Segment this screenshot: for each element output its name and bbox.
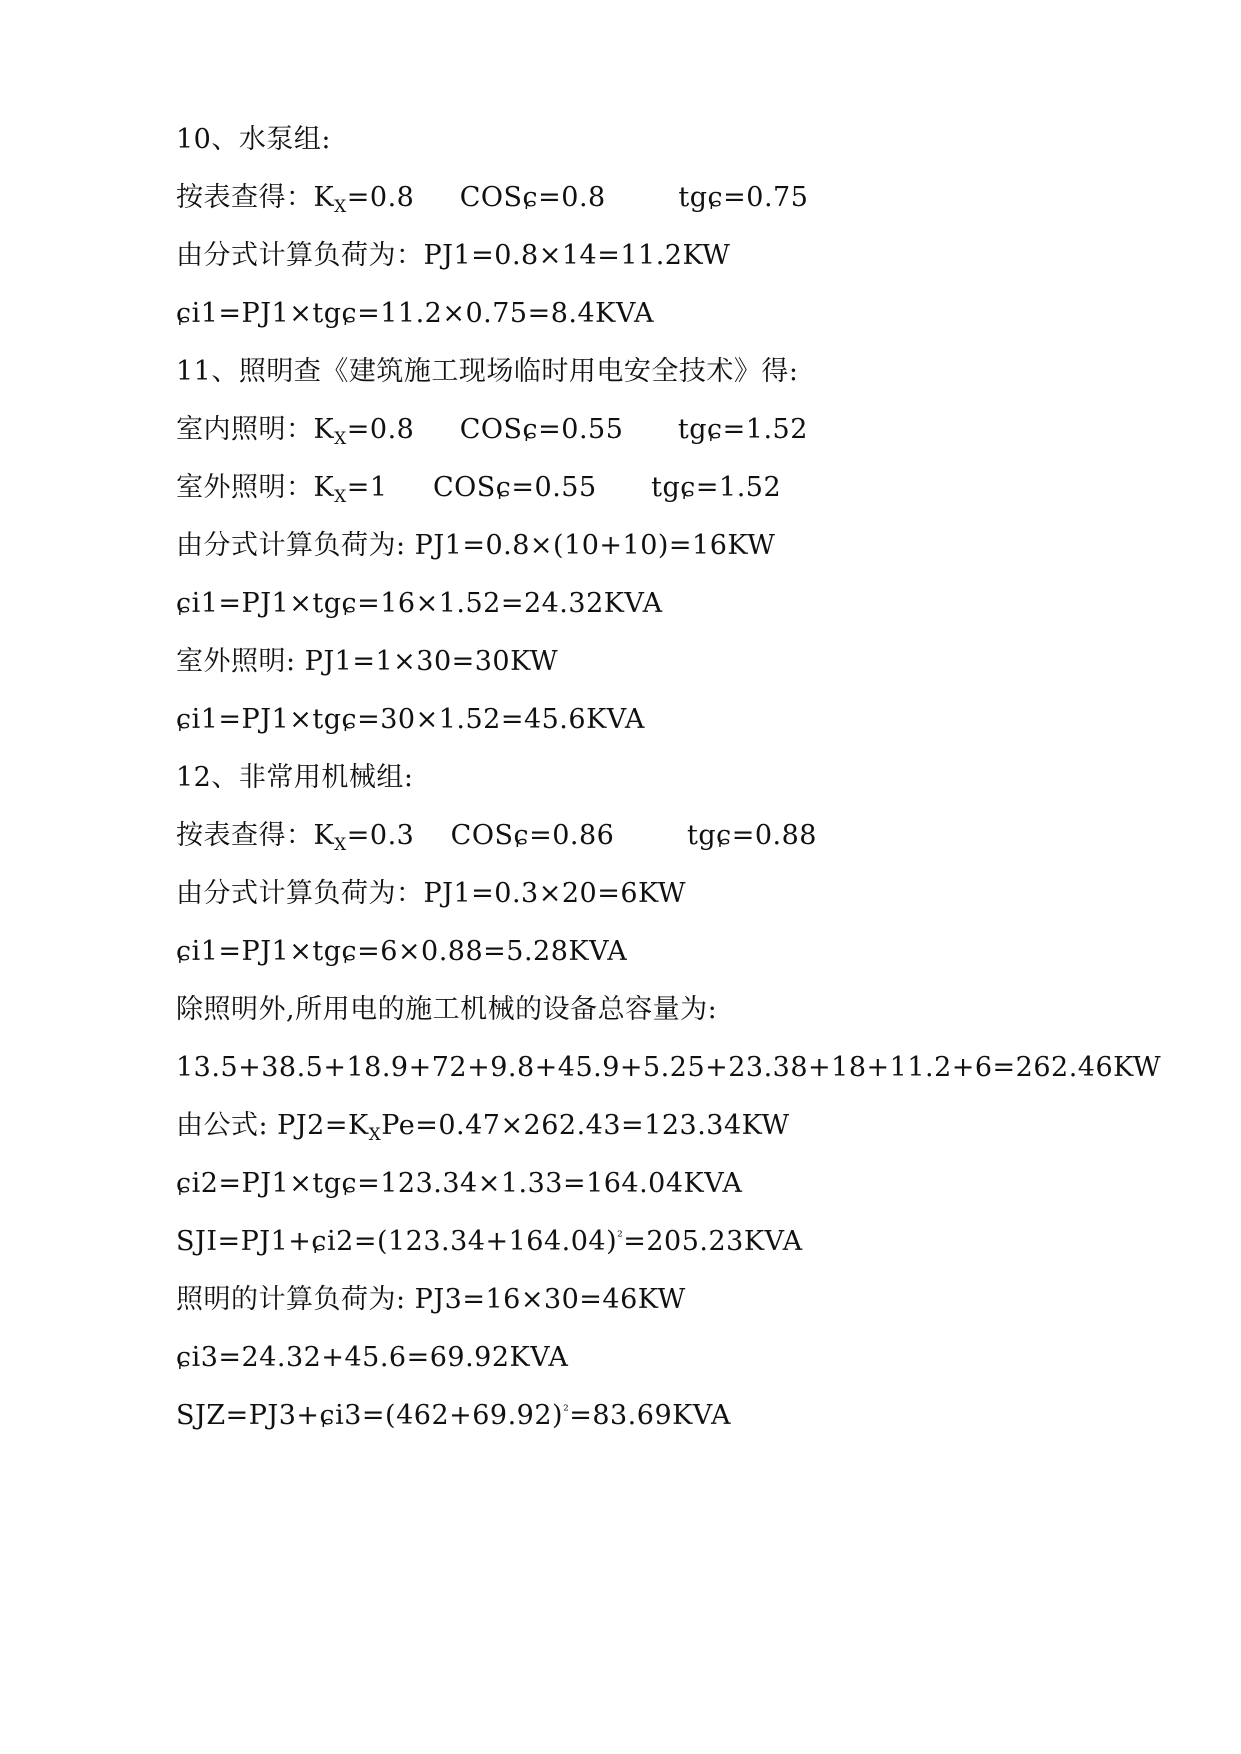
text-line <box>176 644 558 680</box>
text-segment: ɕi3=24.32+45.6=69.92KVA <box>176 1342 569 1373</box>
text-segment: ɕi1=PJ1×tgɕ=16×1.52=24.32KVA <box>176 588 663 619</box>
text-line <box>176 818 817 854</box>
text-segment: 11、照明查《建筑施工现场临时用电安全技术》得: <box>176 356 799 387</box>
superscript: ² <box>563 1403 570 1419</box>
text-segment: =1 COSɕ=0.55 tgɕ=1.52 <box>346 472 782 503</box>
text-segment: 由分式计算负荷为: PJ1=0.8×(10+10)=16KW <box>176 530 776 561</box>
subscript: X <box>334 835 347 855</box>
text-line <box>176 1224 803 1260</box>
superscript: ² <box>617 1229 624 1245</box>
text-line <box>176 1108 790 1144</box>
text-segment: =0.8 COSɕ=0.8 tgɕ=0.75 <box>346 182 809 213</box>
text-line <box>176 1282 686 1318</box>
text-line <box>176 354 798 390</box>
text-line <box>176 586 663 622</box>
subscript: X <box>334 429 347 449</box>
text-segment: 照明的计算负荷为: PJ3=16×30=46KW <box>176 1284 686 1315</box>
text-segment: ɕi2=PJ1×tgɕ=123.34×1.33=164.04KVA <box>176 1168 743 1199</box>
text-line <box>176 296 654 332</box>
subscript: X <box>334 487 347 507</box>
subscript: X <box>334 197 347 217</box>
text-segment: 除照明外,所用电的施工机械的设备总容量为: <box>176 994 718 1025</box>
text-line <box>176 760 413 796</box>
text-segment: 按表查得：K <box>176 182 335 213</box>
text-line <box>176 1050 1161 1086</box>
text-segment: 由分式计算负荷为：PJ1=0.3×20=6KW <box>176 878 686 909</box>
text-line <box>176 180 808 216</box>
text-segment: 按表查得：K <box>176 820 335 851</box>
text-line <box>176 1340 568 1376</box>
text-line <box>176 876 686 912</box>
text-segment: 由分式计算负荷为：PJ1=0.8×14=11.2KW <box>176 240 731 271</box>
text-line <box>176 702 645 738</box>
text-line <box>176 1166 742 1202</box>
text-segment: ɕi1=PJ1×tgɕ=11.2×0.75=8.4KVA <box>176 298 654 329</box>
text-line <box>176 934 627 970</box>
text-segment: =205.23KVA <box>623 1226 803 1257</box>
text-segment: SJI=PJ1+ɕi2=(123.34+164.04) <box>176 1226 618 1257</box>
text-line <box>176 412 808 448</box>
text-line <box>176 238 730 274</box>
text-segment: =0.8 COSɕ=0.55 tgɕ=1.52 <box>346 414 808 445</box>
text-segment: 10、水泵组: <box>176 124 331 155</box>
text-segment: 由公式: PJ2=K <box>176 1110 369 1141</box>
subscript: X <box>368 1125 382 1145</box>
text-segment: =83.69KVA <box>569 1400 731 1431</box>
text-segment: 室外照明：K <box>176 472 335 503</box>
text-line <box>176 122 331 158</box>
text-segment: 室外照明: PJ1=1×30=30KW <box>176 646 559 677</box>
text-line <box>176 1398 731 1434</box>
text-segment: =0.3 COSɕ=0.86 tgɕ=0.88 <box>346 820 817 851</box>
text-line <box>176 528 775 564</box>
text-segment: ɕi1=PJ1×tgɕ=6×0.88=5.28KVA <box>176 936 628 967</box>
text-segment: Pe=0.47×262.43=123.34KW <box>381 1110 790 1141</box>
text-line <box>176 992 717 1028</box>
text-segment: 12、非常用机械组: <box>176 762 414 793</box>
text-segment: SJZ=PJ3+ɕi3=(462+69.92) <box>176 1400 564 1431</box>
text-segment: 13.5+38.5+18.9+72+9.8+45.9+5.25+23.38+18+11.2+6=262.46KW <box>176 1052 1162 1083</box>
text-line <box>176 470 781 506</box>
text-segment: ɕi1=PJ1×tgɕ=30×1.52=45.6KVA <box>176 704 645 735</box>
text-segment: 室内照明：K <box>176 414 335 445</box>
